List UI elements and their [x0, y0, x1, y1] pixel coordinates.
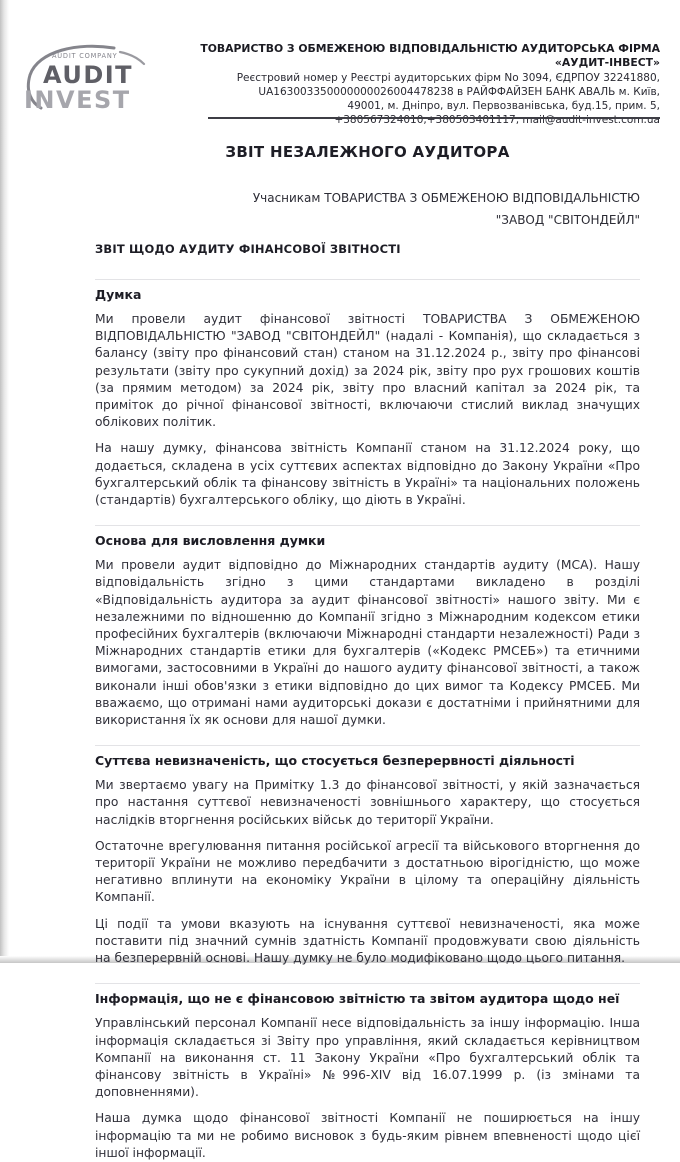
paragraph: Управлінський персонал Компанії несе відповідальність за іншу інформацію. Інша інформація складається зі Звіту про управління, який складається керівництвом Компанії на виконання ст. 11 Закону України «Про бухгалтерський облік та фінансову звітність в Україні» №996-XIV від 16.07.1999 р. (із змінами та доповненнями).	[95, 1016, 640, 1100]
report-title: ЗВІТ НЕЗАЛЕЖНОГО АУДИТОРА	[225, 143, 510, 161]
firm-bank-line: UA163003350000000026004478238 в РАЙФФАЙЗЕН БАНК АВАЛЬ м. Київ,	[258, 86, 660, 98]
logo-word-audit: AUDIT	[43, 61, 134, 89]
addressee-block	[95, 187, 640, 231]
section-heading: Інформація, що не є фінансовою звітністю та звітом аудитора щодо неї	[95, 991, 620, 1007]
logo-graphic	[16, 42, 156, 117]
paragraph: Ми звертаємо увагу на Примітку 1.3 до фінансової звітності, у якій зазначається про настання суттєвої невизначеності зовнішнього характеру, що стосується наслідків вторгнення російських військ до території України.	[95, 778, 640, 827]
letterhead	[14, 42, 660, 126]
audit-invest-logo	[16, 42, 156, 117]
firm-contact-block	[152, 42, 660, 127]
section-opinion	[95, 279, 640, 509]
logo-top-text: AUDIT COMPANY	[52, 52, 118, 60]
report-body	[95, 130, 640, 1162]
paragraph: Ми провели аудит фінансової звітності ТОВАРИСТВА З ОБМЕЖЕНОЮ ВІДПОВІДАЛЬНІСТЮ "ЗАВОД "СВІТОНДЕЙЛ" (надалі - Компанія), що складається з балансу (звіту про фінансовий стан) станом на 31.12.2024 р., звіту про фінансові результати (звіту про сукупний дохід) за 2024 рік, звіту про рух грошових коштів (за прямим методом) за 2024 рік, звіту про власний капітал за 2024 рік, та приміток до річної фінансової звітності, включаючи стислий виклад значущих облікових політик.	[95, 312, 640, 430]
firm-address-line: 49001, м. Дніпро, вул. Первозванівська, буд.15, прим. 5,	[347, 100, 660, 112]
paragraph: Остаточне врегулювання питання російської агресії та військового вторгнення до території України не можливо передбачити з достатньою вірогідністю, що може негативно вплинути на економіку України в цілому та операційну діяльність Компанії.	[95, 838, 640, 905]
section-heading: Основа для висловлення думки	[95, 533, 326, 549]
report-subtitle: ЗВІТ ЩОДО АУДИТУ ФІНАНСОВОЇ ЗВІТНОСТІ	[95, 242, 401, 256]
scan-edge-left	[0, 0, 9, 963]
section-other-information	[95, 983, 640, 1162]
header-divider	[208, 117, 660, 119]
firm-phone-email-line: +380567324010,+380503401117, mail@audit-invest.com.ua	[334, 114, 660, 126]
section-going-concern-uncertainty	[95, 745, 640, 967]
paragraph: Ми провели аудит відповідно до Міжнародних стандартів аудиту (МСА). Нашу відповідальність згідно з цими стандартами викладено в розділі «Відповідальність аудитора за аудит фінансової звітності» нашого звіту. Ми є незалежними по відношенню до Компанії згідно з Міжнародним кодексом етики професійних бухгалтерів (включаючи Міжнародні стандарти незалежності) Ради з Міжнародних стандартів етики для бухгалтерів («Кодекс РМСЕБ») та етичними вимогами, застосовними в Україні до нашого аудиту фінансової звітності, а також виконали інші обов'язки з етики відповідно до цих вимог та Кодексу РМСЕБ. Ми вважаємо, що отримані нами аудиторські докази є достатніми і прийнятними для використання їх як основи для нашої думки.	[95, 558, 640, 728]
section-heading: Суттєва невизначеність, що стосується безперервності діяльності	[95, 753, 575, 769]
section-heading: Думка	[95, 287, 142, 302]
firm-registry-line: Реєстровий номер у Реєстрі аудиторських фірм No 3094, ЄДРПОУ 32241880,	[236, 72, 660, 84]
addressee-line-2: "ЗАВОД "СВІТОНДЕЙЛ"	[495, 213, 640, 227]
paragraph: Ці події та умови вказують на існування суттєвої невизначеності, яка може поставити під значний сумнів здатність Компанії продовжувати свою діяльність на безперервній основі. Нашу думку не було модифіковано щодо цього питання.	[95, 916, 640, 966]
paragraph: На нашу думку, фінансова звітність Компанії станом на 31.12.2024 року, що додається, складена в усіх суттєвих аспектах відповідно до Закону України «Про бухгалтерський облік та фінансову звітність в Україні» та національних положень (стандартів) бухгалтерського обліку, що діють в Україні.	[95, 441, 640, 508]
firm-name: ТОВАРИСТВО З ОБМЕЖЕНОЮ ВІДПОВІДАЛЬНІСТЮ АУДИТОРСЬКА ФІРМА «АУДИТ-ІНВЕСТ»	[200, 42, 660, 69]
addressee-line-1: Учасникам ТОВАРИСТВА З ОБМЕЖЕНОЮ ВІДПОВІДАЛЬНІСТЮ	[252, 191, 640, 205]
paragraph: Наша думка щодо фінансової звітності Компанії не поширюється на іншу інформацію та ми не робимо висновок з будь-яким рівнем впевненості щодо цієї іншої інформації.	[95, 1111, 640, 1160]
section-basis-for-opinion	[95, 525, 640, 729]
logo-word-invest: INVEST	[24, 86, 131, 114]
